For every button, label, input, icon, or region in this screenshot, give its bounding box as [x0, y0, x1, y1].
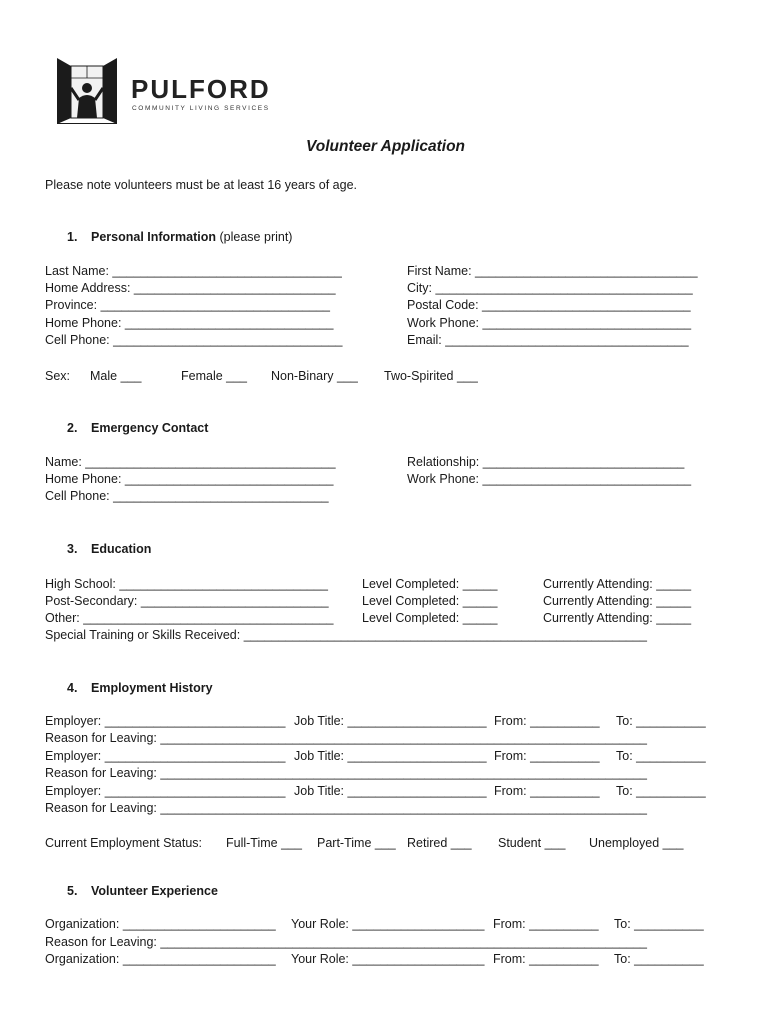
email-field[interactable]: Email: ___________________________________ — [407, 333, 689, 347]
post-secondary-field[interactable]: Post-Secondary: ___________________________ — [45, 594, 329, 608]
emergency-relationship-field[interactable]: Relationship: _____________________________ — [407, 455, 685, 469]
high-school-attending-field[interactable]: Currently Attending: _____ — [543, 577, 692, 591]
emergency-home-phone-field[interactable]: Home Phone: ______________________________ — [45, 472, 334, 486]
section1-heading-text: Personal Information — [91, 230, 217, 244]
section5-heading: Volunteer Experience — [91, 884, 218, 898]
logo-window-figure-icon — [57, 58, 117, 124]
status-option-full-time[interactable]: Full-Time ___ — [226, 836, 302, 850]
pulford-logo-mark — [57, 58, 117, 124]
employment-from-field-1[interactable]: From: __________ — [494, 714, 600, 728]
postal-code-field[interactable]: Postal Code: ______________________________ — [407, 298, 691, 312]
emergency-name-field[interactable]: Name: ____________________________________ — [45, 455, 336, 469]
cell-phone-field[interactable]: Cell Phone: _________________________________ — [45, 333, 343, 347]
post-secondary-level-field[interactable]: Level Completed: _____ — [362, 594, 498, 608]
section4-heading: Employment History — [91, 681, 213, 695]
employer-field-1[interactable]: Employer: __________________________ — [45, 714, 286, 728]
volunteer-role-field-2[interactable]: Your Role: ___________________ — [291, 952, 485, 966]
section3-heading: Education — [91, 542, 152, 556]
section2-number: 2. — [67, 421, 78, 435]
other-education-attending-field[interactable]: Currently Attending: _____ — [543, 611, 692, 625]
status-option-retired[interactable]: Retired ___ — [407, 836, 472, 850]
status-option-unemployed[interactable]: Unemployed ___ — [589, 836, 684, 850]
sex-option-two-spirited[interactable]: Two-Spirited ___ — [384, 369, 478, 383]
section4-number: 4. — [67, 681, 78, 695]
employment-to-field-1[interactable]: To: __________ — [616, 714, 706, 728]
volunteer-to-field-1[interactable]: To: __________ — [614, 917, 704, 931]
status-option-student[interactable]: Student ___ — [498, 836, 566, 850]
organization-field-1[interactable]: Organization: ______________________ — [45, 917, 276, 931]
page-title: Volunteer Application — [306, 138, 466, 155]
first-name-field[interactable]: First Name: ________________________________ — [407, 264, 698, 278]
section1-number: 1. — [67, 230, 78, 244]
employment-to-field-2[interactable]: To: __________ — [616, 749, 706, 763]
section5-number: 5. — [67, 884, 78, 898]
volunteer-from-field-2[interactable]: From: __________ — [493, 952, 599, 966]
home-address-field[interactable]: Home Address: _____________________________ — [45, 281, 336, 295]
section1-heading — [91, 230, 292, 244]
brand-subtitle: COMMUNITY LIVING SERVICES — [132, 105, 270, 112]
volunteer-reason-field-1[interactable]: Reason for Leaving: ______________________________________________________________________ — [45, 935, 647, 949]
employment-status-label: Current Employment Status: — [45, 836, 203, 850]
sex-option-male[interactable]: Male ___ — [90, 369, 142, 383]
section1-heading-note: (please print) — [219, 230, 293, 244]
employment-from-field-3[interactable]: From: __________ — [494, 784, 600, 798]
emergency-work-phone-field[interactable]: Work Phone: ______________________________ — [407, 472, 692, 486]
brand-name: PULFORD — [131, 74, 271, 104]
city-field[interactable]: City: _____________________________________ — [407, 281, 693, 295]
employer-field-3[interactable]: Employer: __________________________ — [45, 784, 286, 798]
volunteer-to-field-2[interactable]: To: __________ — [614, 952, 704, 966]
other-education-field[interactable]: Other: ____________________________________ — [45, 611, 334, 625]
high-school-level-field[interactable]: Level Completed: _____ — [362, 577, 498, 591]
volunteer-from-field-1[interactable]: From: __________ — [493, 917, 599, 931]
work-phone-field[interactable]: Work Phone: ______________________________ — [407, 316, 692, 330]
employment-reason-field-1[interactable]: Reason for Leaving: ______________________________________________________________________ — [45, 731, 647, 745]
employment-reason-field-2[interactable]: Reason for Leaving: ______________________________________________________________________ — [45, 766, 647, 780]
special-training-field[interactable]: Special Training or Skills Received: __________________________________________________________ — [45, 628, 647, 642]
organization-field-2[interactable]: Organization: ______________________ — [45, 952, 276, 966]
sex-label: Sex: — [45, 369, 71, 383]
sex-option-female[interactable]: Female ___ — [181, 369, 248, 383]
emergency-cell-phone-field[interactable]: Cell Phone: _______________________________ — [45, 489, 329, 503]
employment-reason-field-3[interactable]: Reason for Leaving: ______________________________________________________________________ — [45, 801, 647, 815]
volunteer-role-field-1[interactable]: Your Role: ___________________ — [291, 917, 485, 931]
last-name-field[interactable]: Last Name: _________________________________ — [45, 264, 342, 278]
section2-heading: Emergency Contact — [91, 421, 209, 435]
job-title-field-3[interactable]: Job Title: ____________________ — [294, 784, 487, 798]
status-option-part-time[interactable]: Part-Time ___ — [317, 836, 396, 850]
other-education-level-field[interactable]: Level Completed: _____ — [362, 611, 498, 625]
intro-note: Please note volunteers must be at least 16 years of age. — [45, 178, 357, 192]
employment-to-field-3[interactable]: To: __________ — [616, 784, 706, 798]
sex-option-non-binary[interactable]: Non-Binary ___ — [271, 369, 358, 383]
job-title-field-2[interactable]: Job Title: ____________________ — [294, 749, 487, 763]
province-field[interactable]: Province: _________________________________ — [45, 298, 330, 312]
section3-number: 3. — [67, 542, 78, 556]
post-secondary-attending-field[interactable]: Currently Attending: _____ — [543, 594, 692, 608]
high-school-field[interactable]: High School: ______________________________ — [45, 577, 328, 591]
employment-from-field-2[interactable]: From: __________ — [494, 749, 600, 763]
home-phone-field[interactable]: Home Phone: ______________________________ — [45, 316, 334, 330]
employer-field-2[interactable]: Employer: __________________________ — [45, 749, 286, 763]
job-title-field-1[interactable]: Job Title: ____________________ — [294, 714, 487, 728]
